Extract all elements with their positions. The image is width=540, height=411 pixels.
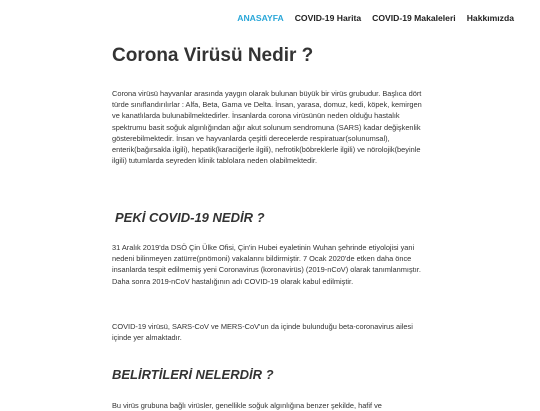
top-navigation <box>237 13 514 23</box>
section-heading-symptoms: BELİRTİLERİ NELERDİR ? <box>112 367 274 382</box>
section-heading-covid: PEKİ COVID-19 NEDİR ? <box>115 210 265 225</box>
nav-link-hakkimizda[interactable]: Hakkımızda <box>466 13 514 23</box>
symptoms-paragraph: Bu virüs grubuna bağlı virüsler, genellikle soğuk algınlığına benzer şekilde, hafif ve <box>112 401 382 410</box>
covid-paragraph-2: COVID-19 virüsü, SARS-CoV ve MERS-CoV'un da içinde bulunduğu beta-coronavirus ailesi içinde yer almaktadır. <box>112 322 413 343</box>
page-title: Corona Virüsü Nedir ? <box>112 45 314 66</box>
covid-paragraph-1: 31 Aralık 2019'da DSÖ Çin Ülke Ofisi, Çin'in Hubei eyaletinin Wuhan şehrinde etiyolojisi yani nedeni bilinmeyen zatürre(pnömoni) vakalarını bildirmiştir. 7 Ocak 2020'de etken daha önce insanlarda tespit edilmemiş yeni Coronavirus (koronavirüs) (2019-nCoV) olarak tanımlanmıştır. Daha sonra 2019-nCoV hastalığının adı COVID-19 olarak kabul edilmiştir. <box>112 243 421 286</box>
nav-link-covid-harita[interactable]: COVID-19 Harita <box>294 13 362 23</box>
nav-link-covid-makaleleri[interactable]: COVID-19 Makaleleri <box>372 13 456 23</box>
intro-paragraph: Corona virüsü hayvanlar arasında yaygın olarak bulunan büyük bir virüs grubudur. Başlıca dört türde sınıflandırılırlar : Alfa, Beta, Gama ve Delta. İnsan, yarasa, domuz, kedi, köpek, kemirgen ve kanatlılarda bulunabilmektedirler. İnsanlarda corona virüsünün neden olduğu hastalık spektrumu basit soğuk algınlığından ağır akut solunum sendromuna (SARS) kadar değişkenlik gösterebilmektedir. İnsan ve hayvanlarda çeşitli derecelerde respiratuar(solunumsal), enterik(bağırsakla ilgili), hepatik(karaciğerle ilgili), nefrotik(böbreklerle ilgili) ve nörolojik(beyinle ilgili) tutumlarda seyreden klinik tablolara neden olabilmektedir. <box>112 89 422 166</box>
nav-link-anasayfa[interactable]: ANASAYFA <box>237 13 284 23</box>
